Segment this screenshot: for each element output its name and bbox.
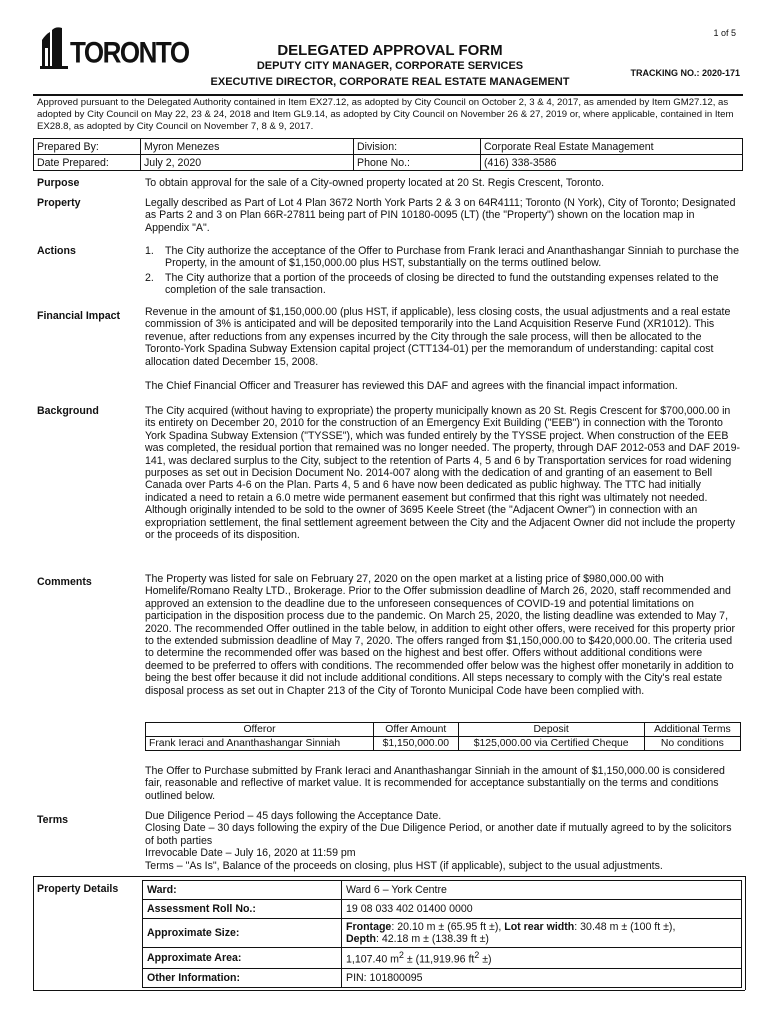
division-label: Division: [354,139,481,155]
prepared-by-label: Prepared By: [34,139,141,155]
area-metric: 1,107.40 m [346,953,400,966]
action-1-number: 1. [145,245,154,257]
financial-impact-text [145,306,741,392]
assessment-roll-value: 19 08 033 402 01400 0000 [342,900,742,919]
tracking-number: TRACKING NO.: 2020-171 [630,68,740,78]
comments-paragraph-1: The Property was listed for sale on February 27, 2020 on the open market at a listing price of $980,000.00 with Homelife/Romano Realty LTD., Brokerage. Prior to the Offer submission deadline of March 26, 2020, staff recommended and approved an extension to the deadline due to the unforeseen consequences of COVID-19 and potential limitations on participation in the disposition process due to the pandemic. On March 25, 2020, the listing deadline was extended to May 7, 2020. The recommended Offer outlined in the table below, in addition to eight other offers, were received for this property prior to the extended submission deadline of May 7, 2020. The offers ranged from $1,150,000.00 to $420,000.00. The criteria used to determine the recommended offer was based on the highest and best offer. Offers without additional conditions were deemed to be preferred to offers with conditions. The recommended offer below was the highest offer monetarily in addition to being the best offer because it did not include additional conditions. All steps necessary to comply with the City's real estate disposal process as set out in Chapter 213 of the City of Toronto Municipal Code have been complied with. [145,573,736,697]
form-subtitle-1: DEPUTY CITY MANAGER, CORPORATE SERVICES [256,60,524,72]
property-text: Legally described as Part of Lot 4 Plan 3672 North York Parts 2 & 3 on 64R4111; Toronto (N York), City of Toronto; Designated as Parts 2 and 3 on Plan 66R-27811 being part of PIN 10180-0095 (LT) (the "Property") shown on the location map in Appendix "A". [145,197,736,234]
background-label: Background [37,405,99,417]
offer-header-terms: Additional Terms [644,723,740,737]
terms-line-3: Irrevocable Date – July 16, 2020 at 11:59 pm [145,847,356,860]
details-frame-right [745,876,746,990]
other-information-label: Other Information: [143,968,342,987]
ward-label: Ward: [143,881,342,900]
terms-line-1: Due Diligence Period – 45 days following the Acceptance Date. [145,810,442,822]
background-text: The City acquired (without having to expropriate) the property municipally known as 20 St. Regis Crescent for $700,000.00 in its entirety on December 20, 2010 for the construction of an Emergency Exit Building ("EEB") in connection with the Toronto York Spadina Subway Extension ("TYSSE"), which was funded entirely by the TYSSE project. When construction of the EEB was completed, the residual portion that remained was no longer needed. The property, through DAF 2012-053 and DAF 2019-141, was declared surplus to the City, subject to the retention of Parts 4, 5 and 6 by Transportation services for road widening purposes as set out in Decision Document No. 2014-007 along with the dedication of and granting of an easement to Bell Canada over Parts 4-6 on the Plan. Parts 4, 5 and 6 have now been dedicated as public highway. The TTC had initially indicated a need to retain a 6.0 metre wide permanent easement but confirmed that this right was ultimately not needed. Although originally intended to be sold to the owner of 3695 Keele Street (the "Adjacent Owner") in connection with an expropriation settlement, the final settlement agreement between the City and the Adjacent Owner did not include the property or the proceeds of its disposition. [145,405,740,542]
date-prepared-label: Date Prepared: [34,155,141,171]
action-2-number: 2. [145,271,154,284]
header-divider [33,94,743,96]
actions-label: Actions [37,245,76,257]
purpose-text: To obtain approval for the sale of a City-owned property located at 20 St. Regis Crescent, Toronto. [145,177,605,189]
actions-list [145,245,741,297]
list-item [145,272,741,297]
financial-paragraph-1: Revenue in the amount of $1,150,000.00 (plus HST, if applicable), less closing costs, the usual adjustments and a real estate commission of 3% is anticipated and will be deposited temporarily into the Land Acquisition Reserve Fund (XR1012). This revenue, after reductions from any expenses incurred by the City through the sale process, will then be allocated to the Toronto-York Spadina Subway Extension capital project (CTT134-01) per the memorandum of understanding: capital cost allocation dated December 15, 2008. [145,306,731,368]
city-hall-icon [40,26,74,70]
table-row [143,881,742,900]
rear-width-label: Lot rear width [504,921,575,933]
form-title: DELEGATED APPROVAL FORM [277,42,503,59]
table-header-row [146,723,741,737]
property-details-label: Property Details [37,883,119,895]
approximate-area-label: Approximate Area: [143,948,342,969]
frontage-label: Frontage [346,921,392,933]
offer-table [145,722,741,751]
property-details-table [142,880,742,988]
prepared-by-value: Myron Menezes [141,139,354,155]
table-row [34,139,743,155]
division-value: Corporate Real Estate Management [481,139,743,155]
action-1-text: The City authorize the acceptance of the Offer to Purchase from Frank Ieraci and Ananthashangar Sinniah to purchase the Property, in the amount of $1,150,000.00 plus HST, substantially on the terms outlined below. [165,245,739,270]
ward-value: Ward 6 – York Centre [342,881,742,900]
details-frame-left [33,876,34,990]
offer-header-offeror: Offeror [146,723,374,737]
details-frame-bottom [33,990,745,991]
purpose-label: Purpose [37,177,80,189]
date-prepared-value: July 2, 2020 [141,155,354,171]
phone-value: (416) 338-3586 [481,155,743,171]
list-item [145,245,741,270]
depth-label: Depth [346,933,377,945]
offer-offeror: Frank Ieraci and Ananthashangar Sinniah [146,737,374,751]
offer-additional-terms: No conditions [644,737,740,751]
logo-wordmark: TORONTO [70,35,189,70]
comments-label: Comments [37,576,92,588]
approximate-size-value [342,919,742,948]
property-label: Property [37,197,81,209]
offer-deposit: $125,000.00 via Certified Cheque [458,737,644,751]
table-row [146,737,741,751]
approximate-area-value [342,948,742,969]
comments-paragraph-2: The Offer to Purchase submitted by Frank Ieraci and Ananthashangar Sinniah in the amount of $1,150,000.00 is considered fair, reasonable and reflective of market value. It is recommended for acceptance substantially on the terms and conditions outlined below. [145,765,725,802]
terms-line-4: Terms – "As Is", Balance of the proceeds on closing, plus HST (if applicable), subject to the usual adjustments. [145,859,663,872]
table-row [143,900,742,919]
phone-label: Phone No.: [354,155,481,171]
table-row [34,155,743,171]
approximate-size-label: Approximate Size: [143,919,342,948]
table-row [143,968,742,987]
terms-line-2: Closing Date – 30 days following the expiry of the Due Diligence Period, or another date if mutually agreed to by the solicitors of both parties [145,822,732,847]
area-sup-2: 2 [474,950,480,960]
approval-authority-text: Approved pursuant to the Delegated Authority contained in Item EX27.12, as adopted by City Council on October 2, 3 & 4, 2017, as amended by Item GM27.12, as adopted by City Council on May 22, 23 & 24, 2018 and Item GL9.14, as adopted by City Council on November 26 & 27, 2019 or, where applicable, contained in Item EX28.8, as adopted by City Council on November 7, 8 & 9, 2017. [37,97,734,132]
area-end: ±) [479,953,492,966]
offer-header-amount: Offer Amount [374,723,459,737]
financial-impact-label: Financial Impact [37,310,121,322]
assessment-roll-label: Assessment Roll No.: [143,900,342,919]
area-sup-1: 2 [399,950,404,960]
action-2-text: The City authorize that a portion of the proceeds of closing be directed to fund the outstanding expenses related to the completion of the sale transaction. [165,271,719,297]
table-row [143,919,742,948]
terms-label: Terms [37,814,69,826]
area-imperial: ± (11,919.96 ft [403,953,475,966]
details-frame-top [33,876,745,877]
depth-value: : 42.18 m ± (138.39 ft ±) [376,933,489,945]
offer-header-deposit: Deposit [458,723,644,737]
preparer-table [33,138,743,171]
rear-width-value: : 30.48 m ± (100 ft ±), [574,921,676,933]
page-number: 1 of 5 [713,28,736,38]
offer-amount: $1,150,000.00 [374,737,459,751]
financial-paragraph-2: The Chief Financial Officer and Treasurer has reviewed this DAF and agrees with the financial impact information. [145,380,678,393]
frontage-value: : 20.10 m ± (65.95 ft ±), [391,921,505,933]
form-subtitle-2: EXECUTIVE DIRECTOR, CORPORATE REAL ESTATE MANAGEMENT [210,76,570,88]
other-information-value: PIN: 101800095 [342,968,742,987]
table-row [143,948,742,969]
terms-text [145,810,741,872]
